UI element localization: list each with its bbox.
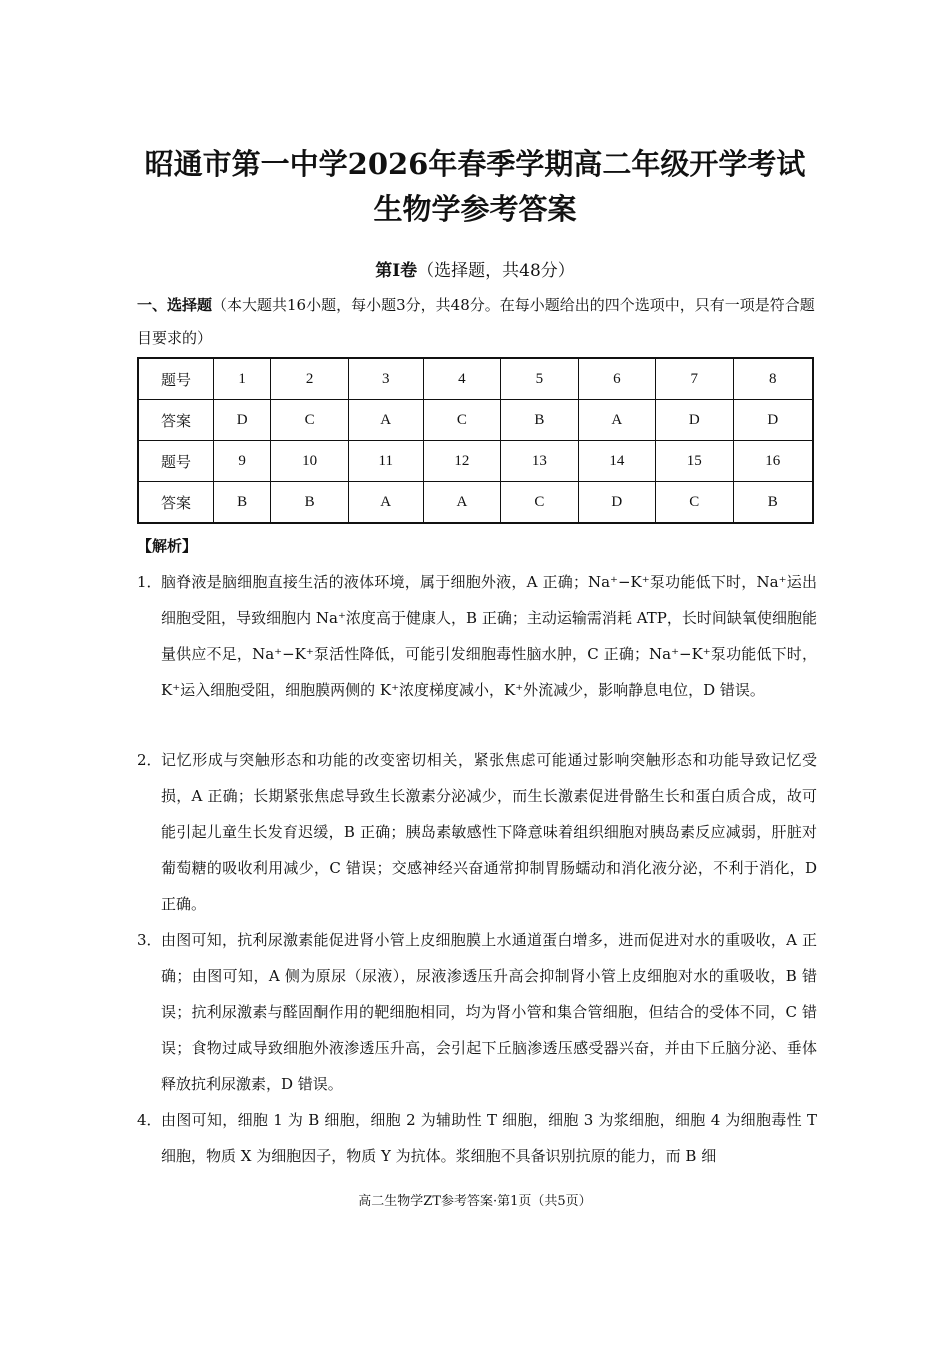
row-label: 答案 xyxy=(138,482,214,524)
table-cell: 7 xyxy=(656,358,733,400)
table-cell: D xyxy=(214,400,271,441)
table-cell: A xyxy=(578,400,655,441)
table-cell: 3 xyxy=(348,358,423,400)
item-number: 4． xyxy=(137,1111,162,1129)
table-cell: 14 xyxy=(578,441,655,482)
item-text: 由图可知，抗利尿激素能促进肾小管上皮细胞膜上水通道蛋白增多，进而促进对水的重吸收，A 正确；由图可知，A 侧为原尿（尿液），尿液渗透压升高会抑制肾小管上皮细胞对水的重吸收，B 错误；抗利尿激素与醛固酮作用的靶细胞相同，均为肾小管和集合管细胞，但结合的受体不同，C 错误；食物过咸导致细胞外液渗透压升高，会引起下丘脑渗透压感受器兴奋，并由下丘脑分泌、垂体释放抗利尿激素，D 错误。 xyxy=(161,931,817,1093)
item-text: 记忆形成与突触形态和功能的改变密切相关，紧张焦虑可能通过影响突触形态和功能导致记忆受损，A 正确；长期紧张焦虑导致生长激素分泌减少，而生长激素促进骨骼生长和蛋白质合成，故可能引起儿童生长发育迟缓，B 正确；胰岛素敏感性下降意味着组织细胞对胰岛素反应减弱，肝脏对葡萄糖的吸收利用减少，C 错误；交感神经兴奋通常抑制胃肠蠕动和消化液分泌，不利于消化，D 正确。 xyxy=(161,751,817,913)
table-cell: 13 xyxy=(501,441,578,482)
row-label: 题号 xyxy=(138,441,214,482)
table-cell: A xyxy=(348,400,423,441)
table-cell: 11 xyxy=(348,441,423,482)
instruction-heading: 一、选择题 xyxy=(137,296,213,314)
table-row xyxy=(138,358,813,400)
row-label: 答案 xyxy=(138,400,214,441)
item-text: 由图可知，细胞 1 为 B 细胞，细胞 2 为辅助性 T 细胞，细胞 3 为浆细胞，细胞 4 为细胞毒性 T 细胞，物质 X 为细胞因子，物质 Y 为抗体。浆细胞不具备识别抗原的能力，而 B 细 xyxy=(161,1111,817,1165)
table-cell: C xyxy=(656,482,733,524)
table-cell: A xyxy=(423,482,500,524)
row-label: 题号 xyxy=(138,358,214,400)
item-text: 脑脊液是脑细胞直接生活的液体环境，属于细胞外液，A 正确；Na⁺−K⁺泵功能低下时，Na⁺运出细胞受阻，导致细胞内 Na⁺浓度高于健康人，B 正确；主动运输需消耗 ATP，长时间缺氧使细胞能量供应不足，Na⁺−K⁺泵活性降低，可能引发细胞毒性脑水肿，C 正确；Na⁺−K⁺泵功能低下时，K⁺运入细胞受阻，细胞膜两侧的 K⁺浓度梯度减小，K⁺外流减少，影响静息电位，D 错误。 xyxy=(161,573,817,699)
table-cell: D xyxy=(656,400,733,441)
page-title: 昭通市第一中学2026年春季学期高二年级开学考试 xyxy=(144,147,806,181)
item-number: 3． xyxy=(137,931,162,949)
table-cell: B xyxy=(271,482,348,524)
section-instruction xyxy=(137,289,819,355)
table-cell: 5 xyxy=(501,358,578,400)
table-cell: 9 xyxy=(214,441,271,482)
section-title-bold: 第Ⅰ卷 xyxy=(375,261,418,281)
table-row xyxy=(138,441,813,482)
section-title xyxy=(0,256,950,281)
item-number: 2． xyxy=(137,751,162,769)
table-cell: 16 xyxy=(733,441,813,482)
table-cell: D xyxy=(578,482,655,524)
table-cell: B xyxy=(733,482,813,524)
analysis-heading: 【解析】 xyxy=(137,537,198,555)
analysis-item xyxy=(137,922,817,1102)
table-row xyxy=(138,400,813,441)
table-cell: C xyxy=(271,400,348,441)
analysis-item xyxy=(137,742,817,922)
table-cell: 15 xyxy=(656,441,733,482)
answer-table xyxy=(137,357,814,524)
table-cell: D xyxy=(733,400,813,441)
page-footer: 高二生物学ZT参考答案·第1页（共5页） xyxy=(358,1194,592,1209)
table-cell: 1 xyxy=(214,358,271,400)
table-cell: 6 xyxy=(578,358,655,400)
table-cell: 2 xyxy=(271,358,348,400)
analysis-item xyxy=(137,1102,817,1174)
table-cell: C xyxy=(501,482,578,524)
table-cell: B xyxy=(501,400,578,441)
item-number: 1． xyxy=(137,573,162,591)
table-cell: C xyxy=(423,400,500,441)
table-row xyxy=(138,482,813,524)
table-cell: 4 xyxy=(423,358,500,400)
table-cell: 8 xyxy=(733,358,813,400)
table-cell: 10 xyxy=(271,441,348,482)
instruction-text: （本大题共16小题，每小题3分，共48分。在每小题给出的四个选项中，只有一项是符合题目要求的） xyxy=(137,296,815,347)
section-title-rest: （选择题，共48分） xyxy=(417,261,575,281)
page-subtitle: 生物学参考答案 xyxy=(373,192,577,226)
table-cell: 12 xyxy=(423,441,500,482)
analysis-item xyxy=(137,564,817,708)
table-cell: A xyxy=(348,482,423,524)
table-cell: B xyxy=(214,482,271,524)
